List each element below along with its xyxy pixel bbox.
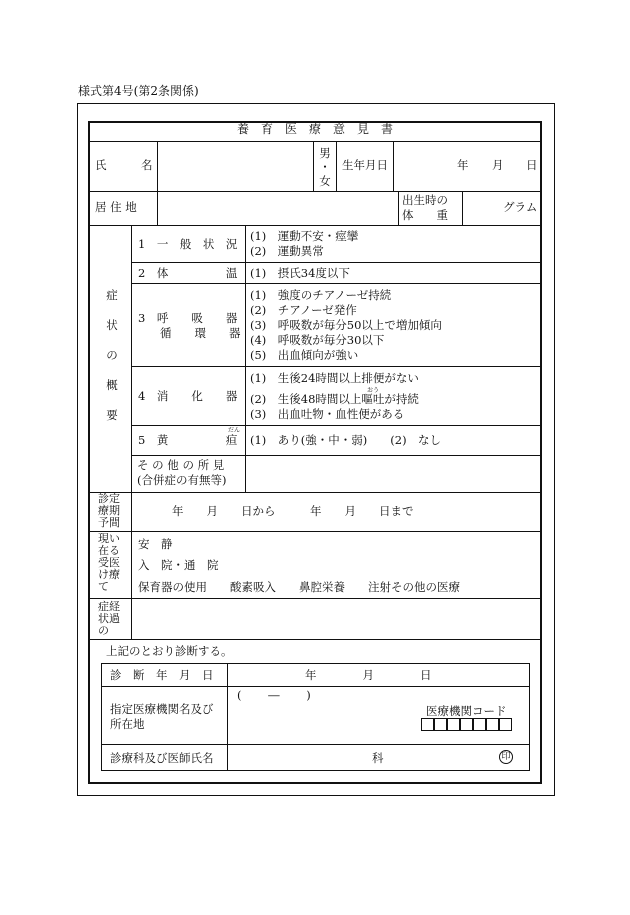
weight-unit: グラム [503,200,538,214]
s1-item-1: (1) 運動不安・痙攣 [250,229,359,243]
code-box[interactable] [421,718,434,731]
name-label: 氏 名 [95,158,153,172]
divider [336,141,337,191]
divider [393,141,394,191]
progress-label: 症経 状過 の [98,600,120,637]
divider [245,225,246,492]
birth-weight-label: 出生時の [402,193,448,207]
s3-item-2: (2) チアノーゼ発作 [250,303,357,317]
diagnosis-statement: 上記のとおり診断する。 [106,644,233,658]
treatment-inpatient-outpatient[interactable]: 入 院・通 院 [138,558,219,572]
s3-item-5: (5) 出血傾向が強い [250,348,359,362]
period-label: 診定 療期 予間 [98,492,120,529]
s4-item-2: (2) 生後48時間以上嘔吐が持続 [250,392,419,406]
divider [89,639,541,640]
s3-item-4: (4) 呼吸数が毎分30以下 [250,333,385,347]
divider [131,366,541,367]
divider [131,225,132,492]
s3-label-2: 循 環 器 [160,326,241,340]
s3-item-3: (3) 呼吸数が毎分50以上で増加傾向 [250,318,442,332]
divider [131,425,541,426]
divider [89,531,541,532]
divider [131,598,132,639]
s1-item-2: (2) 運動異常 [250,244,324,258]
divider [131,283,541,284]
code-box[interactable] [460,718,473,731]
s3-label-1: 3 呼 吸 器 [138,311,238,325]
divider [462,191,463,225]
doctor-label: 診療科及び医師氏名 [110,751,214,765]
code-box[interactable] [447,718,460,731]
divider [398,191,399,225]
code-box[interactable] [499,718,512,731]
address-field[interactable] [159,194,391,222]
s4-label: 4 消 化 器 [138,389,238,403]
birth-weight-label-2: 体 重 [402,208,448,222]
other-findings-label-2: (合併症の有無等) [137,473,227,487]
s4-item-1: (1) 生後24時間以上排便がない [250,371,419,385]
s5-label: 5 黄 疸 [138,433,238,447]
dob-year: 年 [457,158,469,172]
sex-label[interactable]: 男 ・ 女 [319,146,331,188]
divider [89,492,541,493]
institution-label-2: 所在地 [110,717,145,731]
divider [313,141,314,191]
s2-label: 2 体 温 [138,266,238,280]
other-findings-label: そ の 他 の 所 見 [137,458,225,472]
s5-items: (1) あり(強・中・弱) (2) なし [250,433,442,447]
s2-item-1: (1) 摂氏34度以下 [250,266,350,280]
treatment-options[interactable]: 保育器の使用 酸素吸入 鼻腔栄養 注射その他の医療 [138,580,460,594]
form-title: 養 育 医 療 意 見 書 [236,122,393,136]
dob-day: 日 [526,158,538,172]
divider [131,492,132,531]
divider [157,141,158,191]
phone-field[interactable]: ( ― ) [237,688,311,702]
symptoms-label: 症 状 の 概 要 [106,288,118,422]
diagnosis-date-value[interactable]: 年 月 日 [305,668,432,682]
divider [89,598,541,599]
divider [131,531,132,598]
current-treatment-label: 現い 在る 受医 け療 て [98,532,120,593]
period-text: 年 月 日から 年 月 日まで [172,504,414,518]
treatment-rest[interactable]: 安 静 [138,537,173,551]
name-field[interactable] [159,145,311,187]
code-box[interactable] [486,718,499,731]
divider [157,191,158,225]
divider [89,225,541,226]
institution-label: 指定医療機関名及び [110,702,214,716]
code-box[interactable] [473,718,486,731]
progress-field[interactable] [133,600,539,637]
divider [101,686,530,687]
dob-label: 生年月日 [342,158,388,172]
diagnosis-date-label: 診 断 年 月 日 [110,668,214,682]
divider [131,262,541,263]
institution-code-label: 医療機関コード [426,704,507,718]
s4-ruby: おう [367,387,380,394]
divider [131,455,541,456]
divider [101,744,530,745]
seal-mark[interactable]: 印 [499,750,513,764]
divider [227,663,228,771]
form-number: 様式第4号(第2条関係) [78,84,199,98]
department-suffix: 科 [372,751,384,765]
code-box[interactable] [434,718,447,731]
other-findings-field[interactable] [247,458,539,490]
s5-ruby: だん [228,427,241,434]
dob-month: 月 [492,158,504,172]
s4-item-3: (3) 出血吐物・血性便がある [250,407,405,421]
s1-label: 1 一 般 状 況 [138,237,238,251]
address-label: 居 住 地 [95,200,137,214]
s3-item-1: (1) 強度のチアノーゼ持続 [250,288,392,302]
